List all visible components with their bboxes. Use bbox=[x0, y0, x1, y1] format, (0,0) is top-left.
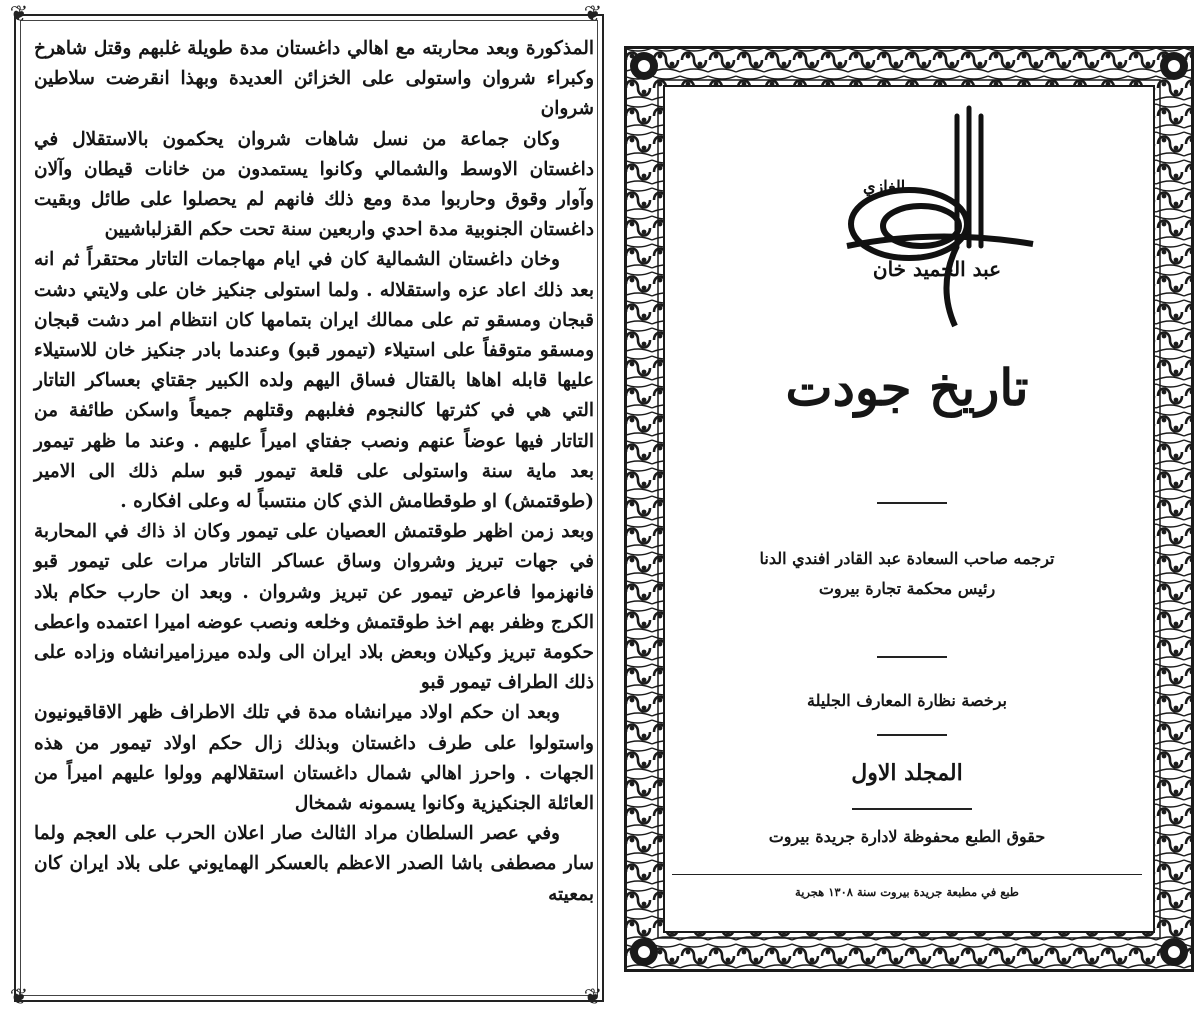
separator-line bbox=[877, 656, 947, 658]
svg-text:الغازي: الغازي bbox=[863, 177, 906, 196]
paragraph: المذكورة وبعد محاربته مع اهالي داغستان مدة طويلة غلبهم وقتل شاهرخ وكبراء شروان واستولى على الخزائن العديدة وبهذا انقرضت سلاطين شروان bbox=[34, 38, 594, 120]
printing-imprint: طبع في مطبعة جريدة بيروت سنة ١٣٠٨ هجرية bbox=[795, 885, 1019, 899]
imprint-rule bbox=[672, 874, 1142, 875]
paragraph: وبعد زمن اظهر طوقتمش العصيان على تيمور وكان اذ ذاك في المحاربة في جهات تبريز وشروان وساق عساكر التاتار مرات على تيمور قبو فانهزموا فاعرض تيمور عن تبريز وشروان . وبعد ان حارب حكام بلاد الكرج وظفر بهم اخذ طوقتمش وخلعه ونصب عوضه اميرا اعتمده واعطى حكومة تبريز وكيلان وبعض بلاد ايران الى ولده ميرزاميرانشاه وزاده على ذلك الطراف تيمور قبو bbox=[34, 521, 594, 694]
corner-ornament-icon: ❦ bbox=[583, 985, 603, 1010]
corner-ornament-icon: ❦ bbox=[9, 2, 29, 27]
tughra-seal bbox=[837, 96, 1037, 332]
translator-title-line: رئيس محكمة تجارة بيروت bbox=[818, 579, 996, 598]
translator-credit bbox=[672, 544, 1142, 604]
paragraph: وخان داغستان الشمالية كان في ايام مهاجمات التاتار محتقراً ثم انه بعد ذلك اعاد عزه واستقلاله . ولما استولى جنكيز خان على ولايتي دشت قبجان ومسقو تم على ممالك ايران بتمامها كان انتظام امر دشت قبجان ومسقو متوقفاً على استيلاء (تيمور قبو) وعندما بادر جنكيز خان للاستيلاء عليها قابله اهاها بالقتال فساق اليهم ولده الكبير جقتاي بعساكر التاتار التي هي في كثرتها كالنجوم فغلبهم وقتلهم جميعاً واسكن طائفة من التاتار فيها عوضاً عنهم ونصب جفتاي اميراً عليهم . وعند ما ظهر تيمور بعد ماية سنة واستولى على قلعة تيمور قبو سلم ذلك الى الامير (طوقتمش) او طوقطامش الذي كان منتسباً له وعلى افكاره . bbox=[34, 249, 594, 513]
translator-line: ترجمه صاحب السعادة عبد القادر افندي الدنا bbox=[759, 549, 1055, 568]
copyright-line: حقوق الطبع محفوظة لادارة جريدة بيروت bbox=[768, 827, 1046, 846]
title-page-content bbox=[672, 96, 1142, 926]
separator-line bbox=[852, 808, 972, 810]
svg-text:عبد الحميد خان: عبد الحميد خان bbox=[872, 257, 1002, 281]
license-line: برخصة نظارة المعارف الجليلة bbox=[806, 691, 1008, 710]
volume-label: المجلد الاول bbox=[851, 760, 963, 786]
history-text-body bbox=[34, 34, 594, 910]
paragraph: وفي عصر السلطان مراد الثالث صار اعلان الحرب على العجم ولما سار مصطفى باشا الصدر الاعظم بالعسكر الهمايوني على بلاد ايران كان بمعيته bbox=[34, 823, 594, 905]
separator-line bbox=[877, 502, 947, 504]
corner-ornament-icon: ❦ bbox=[583, 2, 603, 27]
corner-ornament-icon: ❦ bbox=[9, 985, 29, 1010]
paragraph: وبعد ان حكم اولاد ميرانشاه مدة في تلك الاطراف ظهر الاقاقيونيون واستولوا على طرف داغستان وبذلك زال حكم اولاد تيمور من هذه الجهات . واحرز اهالي شمال داغستان استقلالهم وولوا عليهم اميراً من العائلة الجنكيزية وكانوا يسمونه شمخال bbox=[34, 702, 594, 815]
book-title: تاريخ جودت bbox=[785, 358, 1029, 417]
paragraph: وكان جماعة من نسل شاهات شروان يحكمون بالاستقلال في داغستان الاوسط والشمالي وكانوا يستمدون من خانات قيطان وآلان وآوار وقوق وحاربوا مدة ومع ذلك فانهم لم يحصلوا على طائل وبقيت داغستان الجنوبية مدة احدي واربعين سنة تحت حكم القزلباشيين bbox=[34, 128, 594, 241]
separator-line bbox=[877, 734, 947, 736]
title-page bbox=[612, 0, 1200, 1013]
